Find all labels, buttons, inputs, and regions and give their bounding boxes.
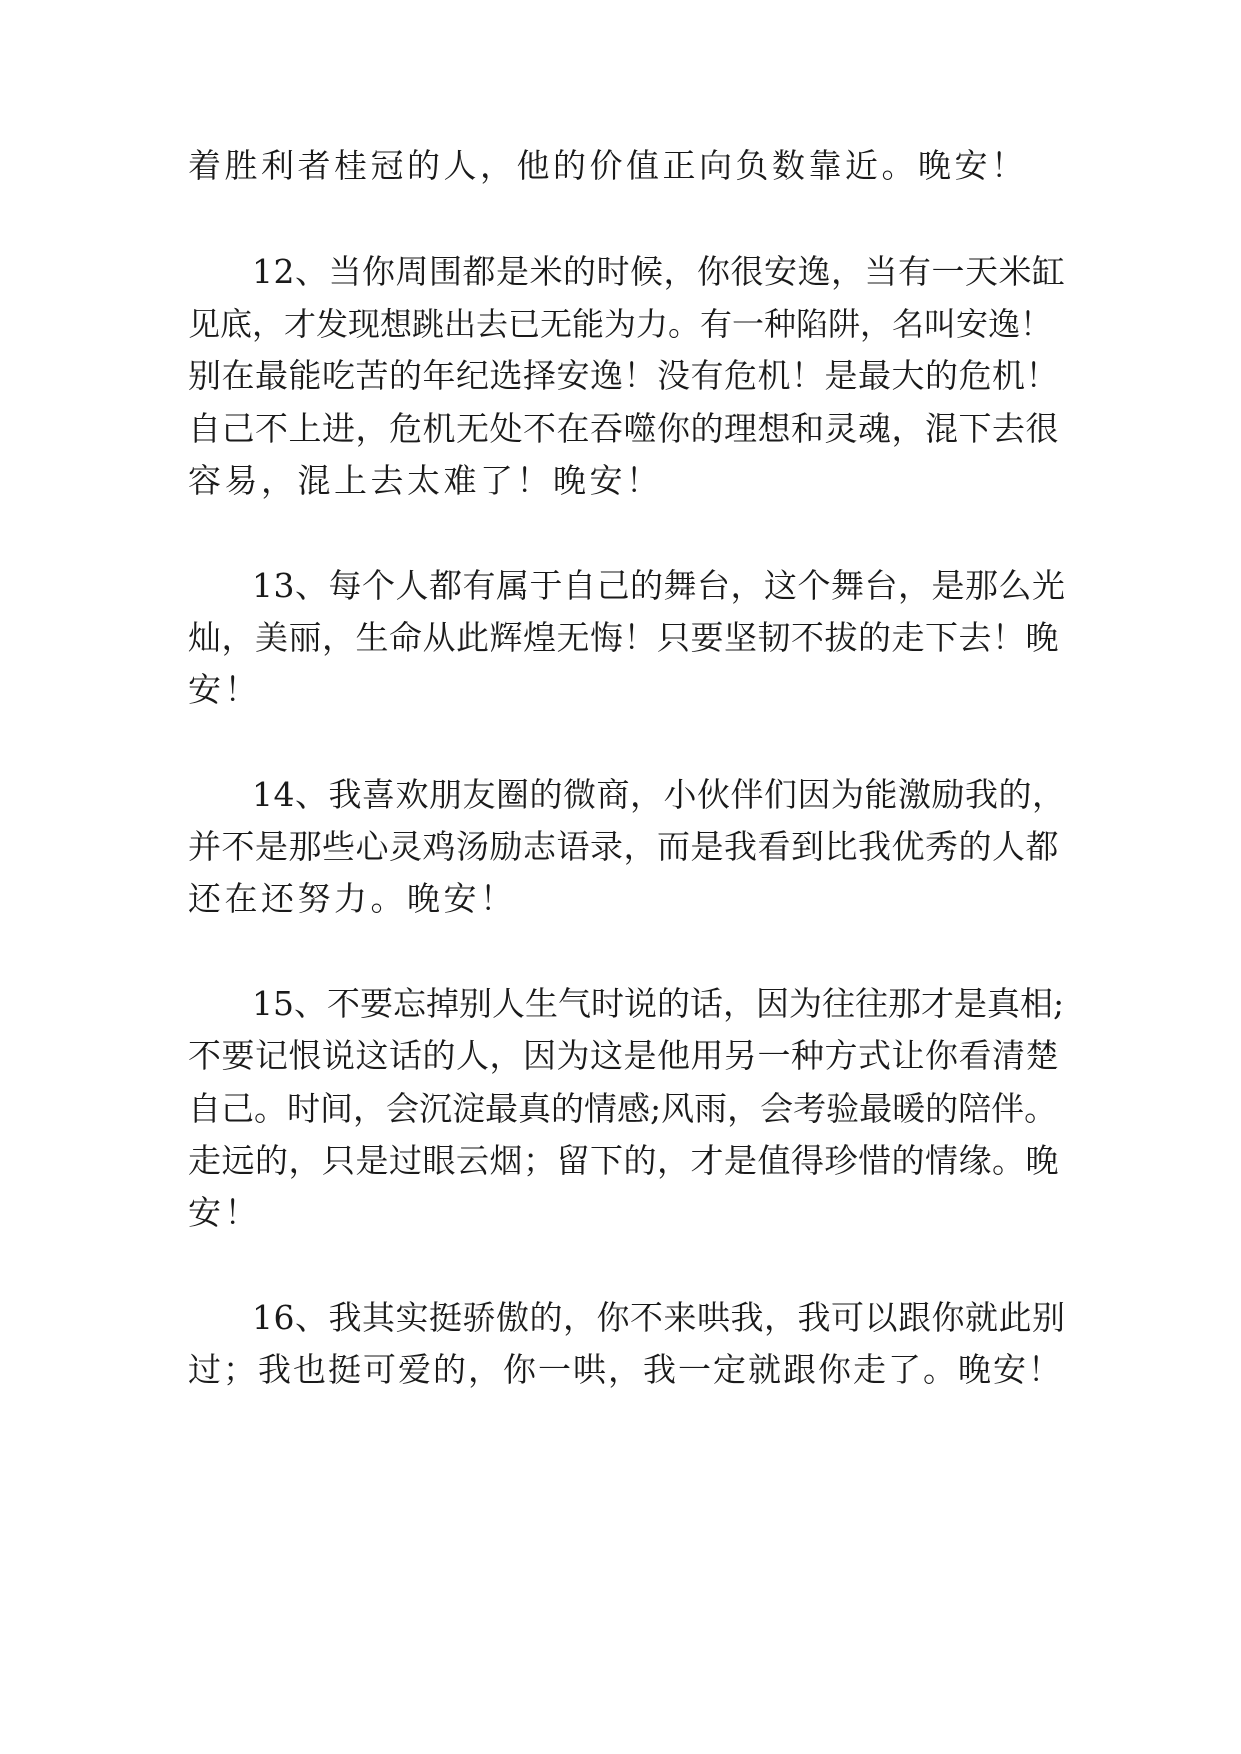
paragraph-line: 容易，混上去太难了！晚安！ xyxy=(188,461,663,500)
paragraph-line: 见底，才发现想跳出去已无能为力。有一种陷阱，名叫安逸！ xyxy=(188,305,1053,343)
paragraph-line: 12、当你周围都是米的时候，你很安逸，当有一天米缸 xyxy=(252,252,1066,291)
paragraph-line: 过；我也挺可爱的，你一哄，我一定就跟你走了。晚安！ xyxy=(188,1350,1063,1389)
paragraph-line: 还在还努力。晚安！ xyxy=(188,879,517,918)
paragraph-line: 自己不上进，危机无处不在吞噬你的理想和灵魂，混下去很 xyxy=(188,409,1059,448)
paragraph-line: 14、我喜欢朋友圈的微商，小伙伴们因为能激励我的， xyxy=(252,775,1066,814)
paragraph-line: 安！ xyxy=(188,670,261,709)
paragraph-line: 走远的，只是过眼云烟；留下的，才是值得珍惜的情缘。晚 xyxy=(188,1141,1059,1180)
paragraph-line: 别在最能吃苦的年纪选择安逸！没有危机！是最大的危机！ xyxy=(188,356,1059,395)
paragraph-line: 不要记恨说这话的人，因为这是他用另一种方式让你看清楚 xyxy=(188,1036,1059,1075)
paragraph-line: 灿，美丽，生命从此辉煌无悔！只要坚韧不拔的走下去！晚 xyxy=(188,618,1059,657)
paragraph-line: 15、不要忘掉别人生气时说的话，因为往往那才是真相; xyxy=(252,984,1065,1023)
paragraph-line: 安！ xyxy=(188,1193,261,1232)
paragraph-line: 自己。时间，会沉淀最真的情感;风雨，会考验最暖的陪伴。 xyxy=(188,1089,1058,1128)
paragraph-line: 16、我其实挺骄傲的，你不来哄我，我可以跟你就此别 xyxy=(252,1298,1066,1337)
paragraph-line: 13、每个人都有属于自己的舞台，这个舞台，是那么光 xyxy=(252,566,1066,605)
paragraph-line: 并不是那些心灵鸡汤励志语录，而是我看到比我优秀的人都 xyxy=(188,827,1059,866)
paragraph-line: 着胜利者桂冠的人，他的价值正向负数靠近。晚安！ xyxy=(188,146,1028,185)
